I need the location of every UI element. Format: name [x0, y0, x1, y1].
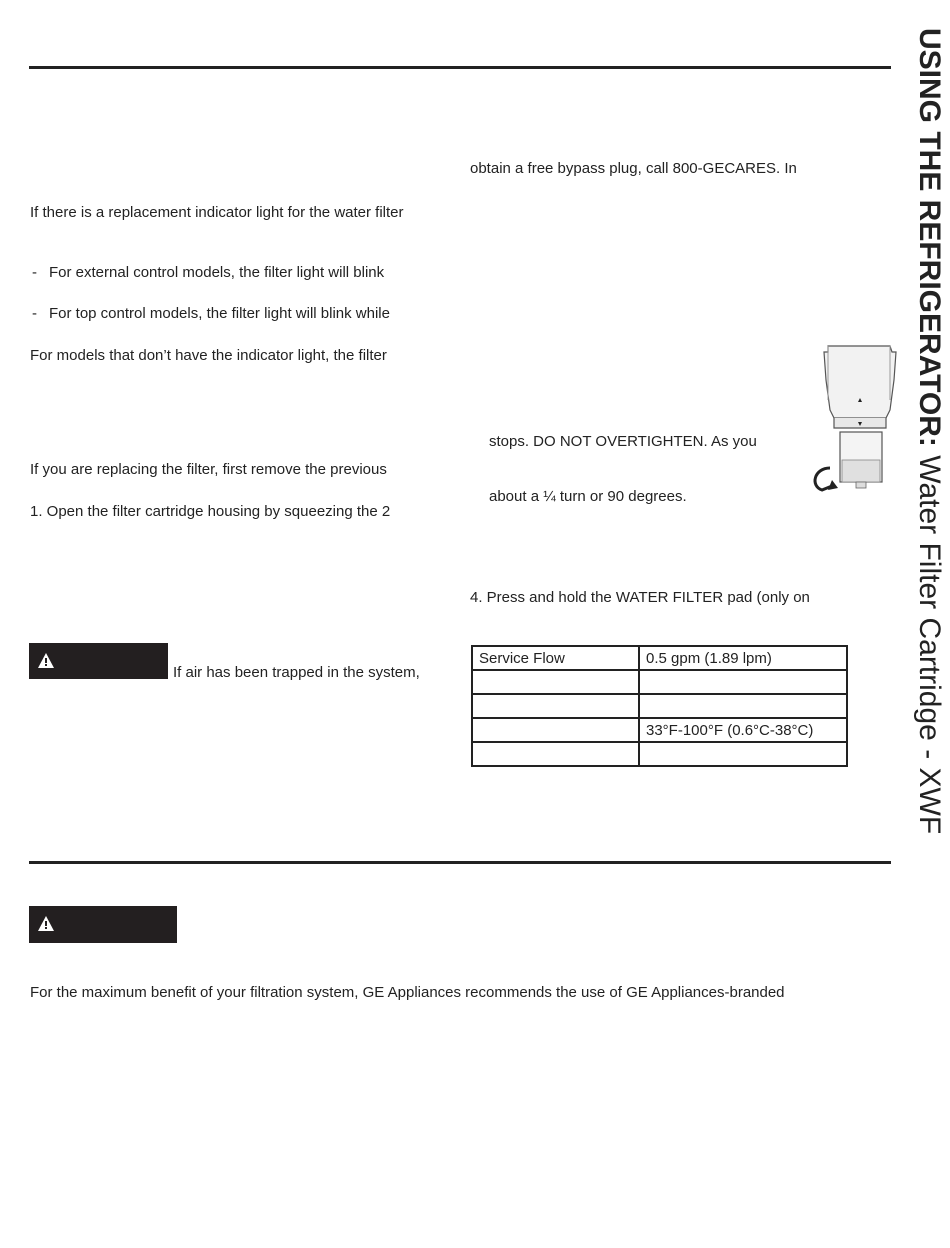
table-cell — [472, 670, 639, 694]
right-para-quarter-turn: about a ¼ turn or 90 degrees. — [489, 488, 687, 505]
table-cell — [472, 742, 639, 766]
bullet-dash-2: - — [32, 305, 37, 322]
left-para-replacing: If you are replacing the filter, first remove the previous — [30, 461, 387, 478]
bullet-dash-1: - — [32, 264, 37, 281]
left-step-1: 1. Open the filter cartridge housing by squeezing the 2 — [30, 503, 391, 520]
warning-triangle-icon — [38, 653, 54, 668]
warning-label-box — [29, 643, 168, 679]
table-row — [472, 718, 847, 742]
right-para-overtighten: stops. DO NOT OVERTIGHTEN. As you — [489, 433, 757, 450]
table-cell — [472, 694, 639, 718]
table-cell: Service Flow — [472, 646, 639, 670]
right-para-bypass-plug: obtain a free bypass plug, call 800-GECARES. In — [470, 160, 797, 177]
section-side-title — [912, 28, 946, 834]
bullet-top-control: For top control models, the filter light will blink while — [49, 305, 390, 322]
left-para-air-trapped: If air has been trapped in the system, — [173, 664, 420, 681]
top-divider — [29, 66, 891, 69]
right-step-4: 4. Press and hold the WATER FILTER pad (only on — [470, 589, 810, 606]
table-row — [472, 646, 847, 670]
table-cell — [639, 694, 847, 718]
table-cell: 33°F-100°F (0.6°C-38°C) — [639, 718, 847, 742]
table-row — [472, 742, 847, 766]
bullet-external-control: For external control models, the filter light will blink — [49, 264, 385, 281]
table-cell — [472, 718, 639, 742]
caution-label-box — [29, 906, 177, 943]
filter-cartridge-illustration — [812, 340, 900, 500]
table-cell — [639, 742, 847, 766]
left-para-indicator: If there is a replacement indicator light for the water filter — [30, 204, 404, 221]
table-row — [472, 694, 847, 718]
table-cell: 0.5 gpm (1.89 lpm) — [639, 646, 847, 670]
side-title-bold: USING THE REFRIGERATOR: — [913, 28, 946, 447]
section-divider — [29, 861, 891, 864]
table-row — [472, 670, 847, 694]
bottom-para-recommendation: For the maximum benefit of your filtration system, GE Appliances recommends the use of GE Appliances-branded — [30, 984, 785, 1001]
left-para-no-indicator: For models that don’t have the indicator light, the filter — [30, 347, 387, 364]
spec-table — [471, 645, 848, 767]
table-cell — [639, 670, 847, 694]
warning-triangle-icon — [38, 916, 54, 931]
side-title-rest: Water Filter Cartridge - XWF — [913, 446, 946, 835]
